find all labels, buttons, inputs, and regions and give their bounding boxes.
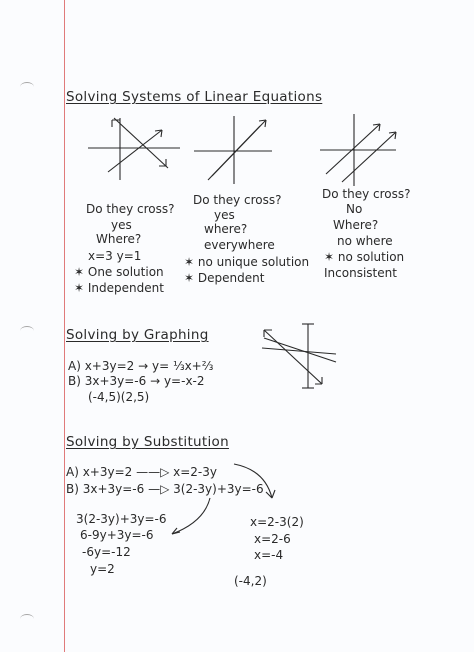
punch-hole (20, 326, 34, 336)
system-type: Inconsistent (324, 266, 397, 280)
graph-same-line (194, 114, 274, 186)
where-answer: no where (337, 234, 393, 248)
step-line: 3(2-3y)+3y=-6 (76, 512, 167, 526)
equation-b: B) 3x+3y=-6 —▷ 3(2-3y)+3y=-6 (66, 482, 264, 496)
system-type: ✶ Dependent (184, 271, 265, 285)
cross-question: Do they cross? (193, 193, 282, 207)
section1-title: Solving Systems of Linear Equations (66, 89, 323, 105)
points: (-4,5)(2,5) (88, 390, 150, 404)
cross-answer: No (346, 202, 363, 216)
step-line: x=2-6 (254, 532, 291, 546)
section2-title: Solving by Graphing (66, 327, 209, 343)
step-line: 6-9y+3y=-6 (80, 528, 154, 542)
where-question: where? (204, 222, 248, 236)
margin-line (64, 0, 65, 652)
punch-hole (20, 614, 34, 624)
cross-question: Do they cross? (322, 187, 411, 201)
solution-type: ✶ no solution (324, 250, 405, 264)
section3-title: Solving by Substitution (66, 434, 229, 450)
equation-a: A) x+3y=2 → y= ⅓x+⅔ (68, 359, 214, 373)
where-question: Where? (333, 218, 379, 232)
system-type: ✶ Independent (74, 281, 164, 295)
step-line: -6y=-12 (82, 545, 131, 559)
step-line: y=2 (90, 562, 115, 576)
step-line: x=-4 (254, 548, 284, 562)
final-answer: (-4,2) (234, 574, 267, 588)
graph-graphing-method (262, 322, 342, 390)
cross-question: Do they cross? (86, 202, 175, 216)
step-line: x=2-3(2) (250, 515, 304, 529)
solution-type: ✶ no unique solution (184, 255, 310, 269)
where-question: Where? (96, 232, 142, 246)
where-answer: everywhere (204, 238, 275, 252)
punch-hole (20, 82, 34, 92)
cross-answer: yes (214, 208, 235, 222)
equation-b: B) 3x+3y=-6 → y=-x-2 (68, 374, 205, 388)
solution-type: ✶ One solution (74, 265, 164, 279)
cross-answer: yes (111, 218, 132, 232)
where-answer: x=3 y=1 (88, 249, 142, 263)
graph-intersecting (88, 112, 183, 182)
graph-parallel (320, 112, 400, 188)
equation-a: A) x+3y=2 ——▷ x=2-3y (66, 465, 218, 479)
